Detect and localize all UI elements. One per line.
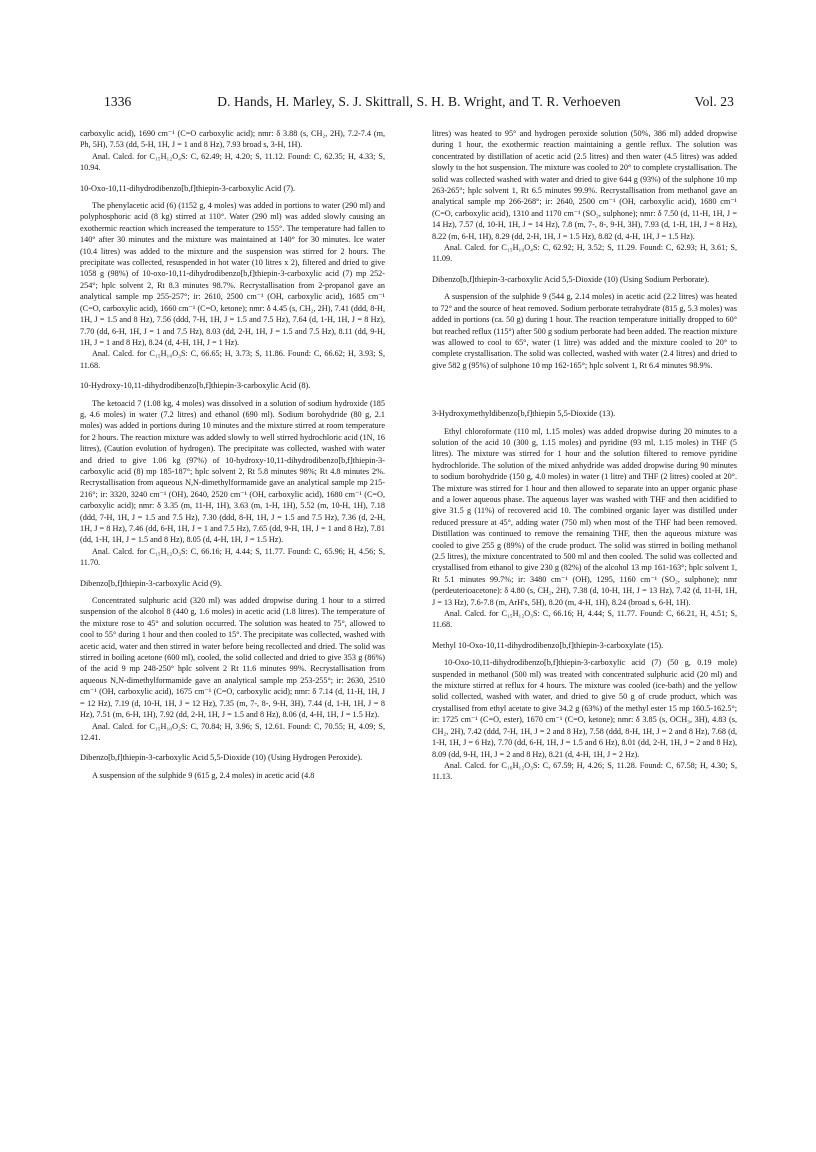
body-paragraph: litres) was heated to 95° and hydrogen peroxide solution (50%, 386 ml) added dropwise during 1 hour, the exothermic reaction maintaining a gentle reflux. The solution was concentrated by distillation of acetic acid (2.5 litres) and then water (4.5 litres) was added slowly to the hot suspension. The mixture was cooled to 20° to complete crystallisation. The solid was collected washed with water and dried to give 644 g (93%) of the sulphone 10 mp 263-265°; hplc solvent 1, Rt 6.5 minutes 99.9%. Recrystallisation from methanol gave an analytical sample mp 266-268°; ir: 2640, 2500 cm⁻¹ (OH, carboxylic acid), 1680 cm⁻¹ (C=O, carboxylic acid), 1310 and 1170 cm⁻¹ (SO₂, sulphone); nmr: δ 7.50 (d, 11-H, 1H, J = 14 Hz), 7.57 (d, 10-H, 1H, J = 14 Hz), 7.8 (m, 7-, 8-, 9-H, 3H), 7.93 (d, 1-H, 1H, J = 8 Hz), 8.22 (m, 6-H, 1H), 8.29 (dd, 2-H, 1H, J = 1.5 Hz), 8.82 (d, 4-H, 1H, J = 1.5 Hz).: [432, 129, 737, 241]
left-column: [80, 128, 385, 781]
body-paragraph: 10-Oxo-10,11-dihydrodibenzo[b,f]thiepin-3-carboxylic acid (7) (50 g, 0.19 mole) suspended in methanol (500 ml) was treated with concentrated sulphuric acid (20 ml) and the mixture stirred at reflux for 4 hours. The mixture was cooled (ice-bath) and the yellow solid collected, washed with water, and dried to give 50 g of crude product, which was crystallised from ethyl acetate to give 34.2 g (63%) of the methyl ester 15 mp 160.5-162.5°; ir: 1725 cm⁻¹ (C=O, ester), 1670 cm⁻¹ (C=O, ketone); nmr: δ 3.85 (s, OCH₃, 3H), 4.83 (s, CH₂, 2H), 7.42 (ddd, 7-H, 1H, J = 2 and 8 Hz), 7.58 (ddd, 8-H, 1H, J = 2 and 8 Hz), 7.68 (d, 1-H, 1H, J = 6 Hz), 7.70 (dd, 6-H, 1H, J = 1.5 and 6 Hz), 8.01 (dd, 2-H, 1H, J = 2 and 8 Hz), 8.09 (dd, 9-H, 1H, J = 2 and 8 Hz), 8.21 (d, 4-H, 1H, J = 2 Hz).: [432, 658, 737, 759]
section-heading: 3-Hydroxymethyldibenzo[b,f]thiepin 5,5-Dioxide (13).: [432, 409, 616, 419]
section-heading: Dibenzo[b,f]thiepin-3-carboxylic Acid (9).: [80, 578, 222, 588]
analysis-paragraph: Anal. Calcd. for C₁₅H₁₂O₃S: C, 66.16; H, 4.44; S, 11.77. Found: C, 66.21, H, 4.51; S, 11.68.: [432, 609, 737, 630]
section-heading: 10-Hydroxy-10,11-dihydrodibenzo[b,f]thiepin-3-carboxylic Acid (8).: [80, 381, 311, 391]
analysis-paragraph: Anal. Calcd. for C₁₅H₁₂O₄S: C, 62.49; H, 4.20; S, 11.12. Found: C, 62.35; H, 4.33; S, 10.94.: [80, 151, 385, 173]
column-spacer: [432, 371, 737, 399]
analysis-paragraph: Anal. Calcd. for C₁₅H₁₂O₃S: C, 66.16; H, 4.44; S, 11.77. Found: C, 65.96; H, 4.56; S, 11.70.: [80, 546, 385, 568]
analysis-paragraph: Anal. Calcd. for C₁₅H₁₀O₄S: C, 62.92; H, 3.52; S, 11.29. Found: C, 62.93; H, 3.61; S, 11.09.: [432, 243, 737, 264]
section-heading: Methyl 10-Oxo-10,11-dihydrodibenzo[b,f]thiepin-3-carboxylate (15).: [432, 640, 664, 650]
body-paragraph: A suspension of the sulphide 9 (544 g, 2.14 moles) in acetic acid (2.2 litres) was heated to 72° and the source of heat removed. Sodium perborate tetrahydrate (815 g, 5.3 moles) was added in portions (ca. 50 g) during 1 hour. The reaction temperature initially dropped to 60° but reached reflux (115°) after 500 g sodium perborate had been added. The reaction mixture was allowed to cool to 65°, water (1 litre) was added and the mixture cooled to 20° to complete crystallisation. The solid was collected, washed with water (2.4 litres) and dried to give 582 g (95%) of sulphone 10 mp 162-165°; hplc solvent 1, Rt 6.4 minutes 98.9%.: [432, 292, 737, 370]
right-column: [432, 128, 737, 783]
analysis-paragraph: Anal. Calcd. for C₁₅H₁₀O₂S: C, 70.84; H, 3.96; S, 12.61. Found: C, 70.55; H, 4.09; S, 12.41.: [80, 721, 385, 742]
analysis-paragraph: Anal. Calcd. for C₁₅H₁₀O₃S: C, 66.65; H, 3.73; S, 11.86. Found: C, 66.62; H, 3.93; S, 11.68.: [80, 349, 385, 370]
body-paragraph: Concentrated sulphuric acid (320 ml) was added dropwise during 1 hour to a stirred suspension of the alcohol 8 (440 g, 1.6 moles) in acetic acid (1.8 litres). The temperature of the mixture rose to 45° and solution occurred. The solution was heated to 75°, allowed to cool to 55° during 1 hour and then cooled to 15°. The precipitate was collected, washed with acetic acid, water and then stirred in water before being recollected and dried. The solid was stirred in boiling acetone (600 ml), cooled, the solid collected and dried to give 353 g (86%) of the acid 9 mp 248-250° hplc solvent 2 Rt 11.6 minutes 99%. Recrystallisation from aqueous N,N-dimethylformamide gave an analytical sample mp 253-255°; ir: 2630, 2510 cm⁻¹ (OH, carboxylic acid), 1675 cm⁻¹ (C=O, carboxylic acid); nmr: δ 7.14 (d, 11-H, 1H, J = 12 Hz), 7.19 (d, 10-H, 1H, J = 12 Hz), 7.35 (m, 7-, 8-, 9-H, 3H), 7.44 (d, 1-H, 1H, J = 8 Hz), 7.51 (m, 6-H, 1H), 7.92 (dd, 2-H, 1H, J = 1.5 and 8 Hz), 8.06 (d, 4-H, 1H, J = 1.5 Hz).: [80, 596, 385, 720]
body-paragraph: The ketoacid 7 (1.08 kg, 4 moles) was dissolved in a solution of sodium hydroxide (185 g, 4.6 moles) in water (7.2 litres) and ethanol (690 ml). Sodium borohydride (80 g, 2.1 moles) was added in portions during 10 minutes and the mixture stirred at room temperature for 2 hours. The reaction mixture was added slowly to well stirred hydrochloric acid (1N, 16 litres), (Caution evolution of hydrogen). The precipitate was collected, washed with water and dried to give 1.06 kg (97%) of 10-hydroxy-10,11-dihydrodibenzo[b,f]thiepin-3-carboxylic acid (8) mp 185-187°; hplc solvent 2, Rt 5.8 minutes 98%; Rt 4.8 minutes 2%. Recrystallisation from aqueous N,N-dimethylformamide gave an analytical sample mp 215-216°; ir: 3320, 3240 cm⁻¹ (OH), 2640, 2520 cm⁻¹ (OH, carboxylic acid), 1680 cm⁻¹ (C=O, carboxylic acid); nmr: δ 3.35 (m, 11-H, 1H), 3.63 (m, 1-H, 1H), 5.52 (m, 10-H, 1H), 7.18 (ddd, 7-H, 1H, J = 1.5 and 7.5 Hz), 7.30 (ddd, 8-H, 1H, J = 1.5 and 7.5 Hz), 7.36 (d, 2-H, 1H, J = 8 Hz), 7.46 (dd, 6-H, 1H, J = 1 and 7.5 Hz), 7.65 (dd, 9-H, 1H, J = 1 and 8 Hz), 7.81 (dd, 1-H, 1H, J = 1.5 and 8 Hz), 8.05 (d, 4-H, 1H, J = 1.5 Hz).: [80, 398, 385, 545]
body-paragraph: carboxylic acid), 1690 cm⁻¹ (C=O carboxylic acid); nmr: δ 3.88 (s, CH₂, 2H), 7.2-7.4 (m, Ph, 5H), 7.53 (dd, 5-H, 1H, J = 1 and 8 Hz), 7.93 broad s, 3-H, 1H).: [80, 129, 385, 150]
analysis-paragraph: Anal. Calcd. for C₁₆H₁₂O₃S: C, 67.59; H, 4.26; S, 11.28. Found: C, 67.58; H, 4.30; S, 11.13.: [432, 760, 737, 782]
section-heading: Dibenzo[b,f]thiepin-3-carboxylic Acid 5,5-Dioxide (10) (Using Sodium Perborate).: [432, 274, 710, 284]
body-paragraph: A suspension of the sulphide 9 (615 g, 2.4 moles) in acetic acid (4.8: [92, 770, 315, 780]
body-paragraph: Ethyl chloroformate (110 ml, 1.15 moles) was added dropwise during 20 minutes to a solution of the acid 10 (300 g, 1.15 moles) and pyridine (93 ml, 1.15 moles) in THF (5 litres). The mixture was stirred for 1 hour and the solution filtered to remove pyridine hydrochloride. The solution of the mixed anhydride was added dropwise during 90 minutes to sodium borohydride (150 g, 4.0 moles) in water (1 litre) and THF (2 litres) cooled at 20°. The mixture was stirred for 1 hour and then allowed to separate into an upper organic phase and a lower aqueous phase. The aqueous layer was washed with THF and then acidified to give 31.5 g (11%) of recovered acid 10. The combined organic layer was distilled under reduced pressure at 45°, adding water (750 ml) when most of the THF had been removed. Distillation was continued to remove the remaining THF, then the aqueous mixture was cooled to give 255 g (89%) of the crude product. The solid was stirred in boiling methanol (2.5 litres), the mixture concentrated to 500 ml and then cooled. The solid was collected and crystallised from ethanol to give 230 g (82%) of the alcohol 13 mp 161-163°; hplc solvent 1, Rt 5.1 minutes 99.7%; ir: 3480 cm⁻¹ (OH), 1295, 1160 cm⁻¹ (SO₂, sulphone); nmr (perdeuterioacetone): δ 4.80 (s, CH₂, 2H), 7.38 (d, 10-H, 1H, J = 13 Hz), 7.42 (d, 11-H, 1H, J = 13 Hz), 7.6-7.8 (m, ArH's, 5H), 8.20 (m, 4-H, 1H), 8.24 (broad s, 6-H, 1H).: [432, 426, 737, 607]
section-heading: Dibenzo[b,f]thiepin-3-carboxylic Acid 5,5-Dioxide (10) (Using Hydrogen Peroxide).: [80, 753, 363, 763]
body-paragraph: The phenylacetic acid (6) (1152 g, 4 moles) was added in portions to water (290 ml) and polyphosphoric acid (8 kg) stirred at 110°. Water (290 ml) was added slowly causing an exothermic reaction which increased the temperature to 155°. The temperature had fallen to 140° after 30 minutes and the mixture was maintained at 140° for 30 minutes. Ice water (10.4 litres) was added to the mixture and the suspension was stirred for 2 hours. The precipitate was collected, resuspended in hot water (10 litres x 2), filtered and dried to give 1058 g (98%) of 10-oxo-10,11-dihydrodibenzo[b,f]thiepin-3-carboxylic acid (7) mp 252-254°; hplc solvent 2, Rt 8.3 minutes 98.7%. Recrystallisation from 2-propanol gave an analytical sample mp 255-257°; ir: 2610, 2500 cm⁻¹ (OH, carboxylic acid), 1685 cm⁻¹ (C=O, carboxylic acid), 1660 cm⁻¹ (C=O, ketone); nmr: δ 4.45 (s, CH₂, 2H), 7.41 (ddd, 8-H, 1H, J = 1.5 and 8 Hz), 7.56 (ddd, 7-H, 1H, J = 1.5 and 7.5 Hz), 7.64 (d, 1-H, 1H, J = 8 Hz), 7.70 (dd, 6-H, 1H, J = 1 and 7.5 Hz), 8.03 (dd, 2-H, 1H, J = 1.5 and 7.5 Hz), 8.11 (dd, 9-H, 1H, J = 1 and 8 Hz), 8.24 (d, 4-H, 1H, J = 1 Hz).: [80, 201, 385, 347]
section-heading: 10-Oxo-10,11-dihydrodibenzo[b,f]thiepin-3-carboxylic Acid (7).: [80, 183, 296, 193]
volume-label: Vol. 23: [694, 94, 734, 109]
running-header: [104, 94, 734, 116]
page-number: 1336: [104, 94, 132, 109]
running-authors: D. Hands, H. Marley, S. J. Skittrall, S. H. B. Wright, and T. R. Verhoeven: [217, 94, 621, 109]
